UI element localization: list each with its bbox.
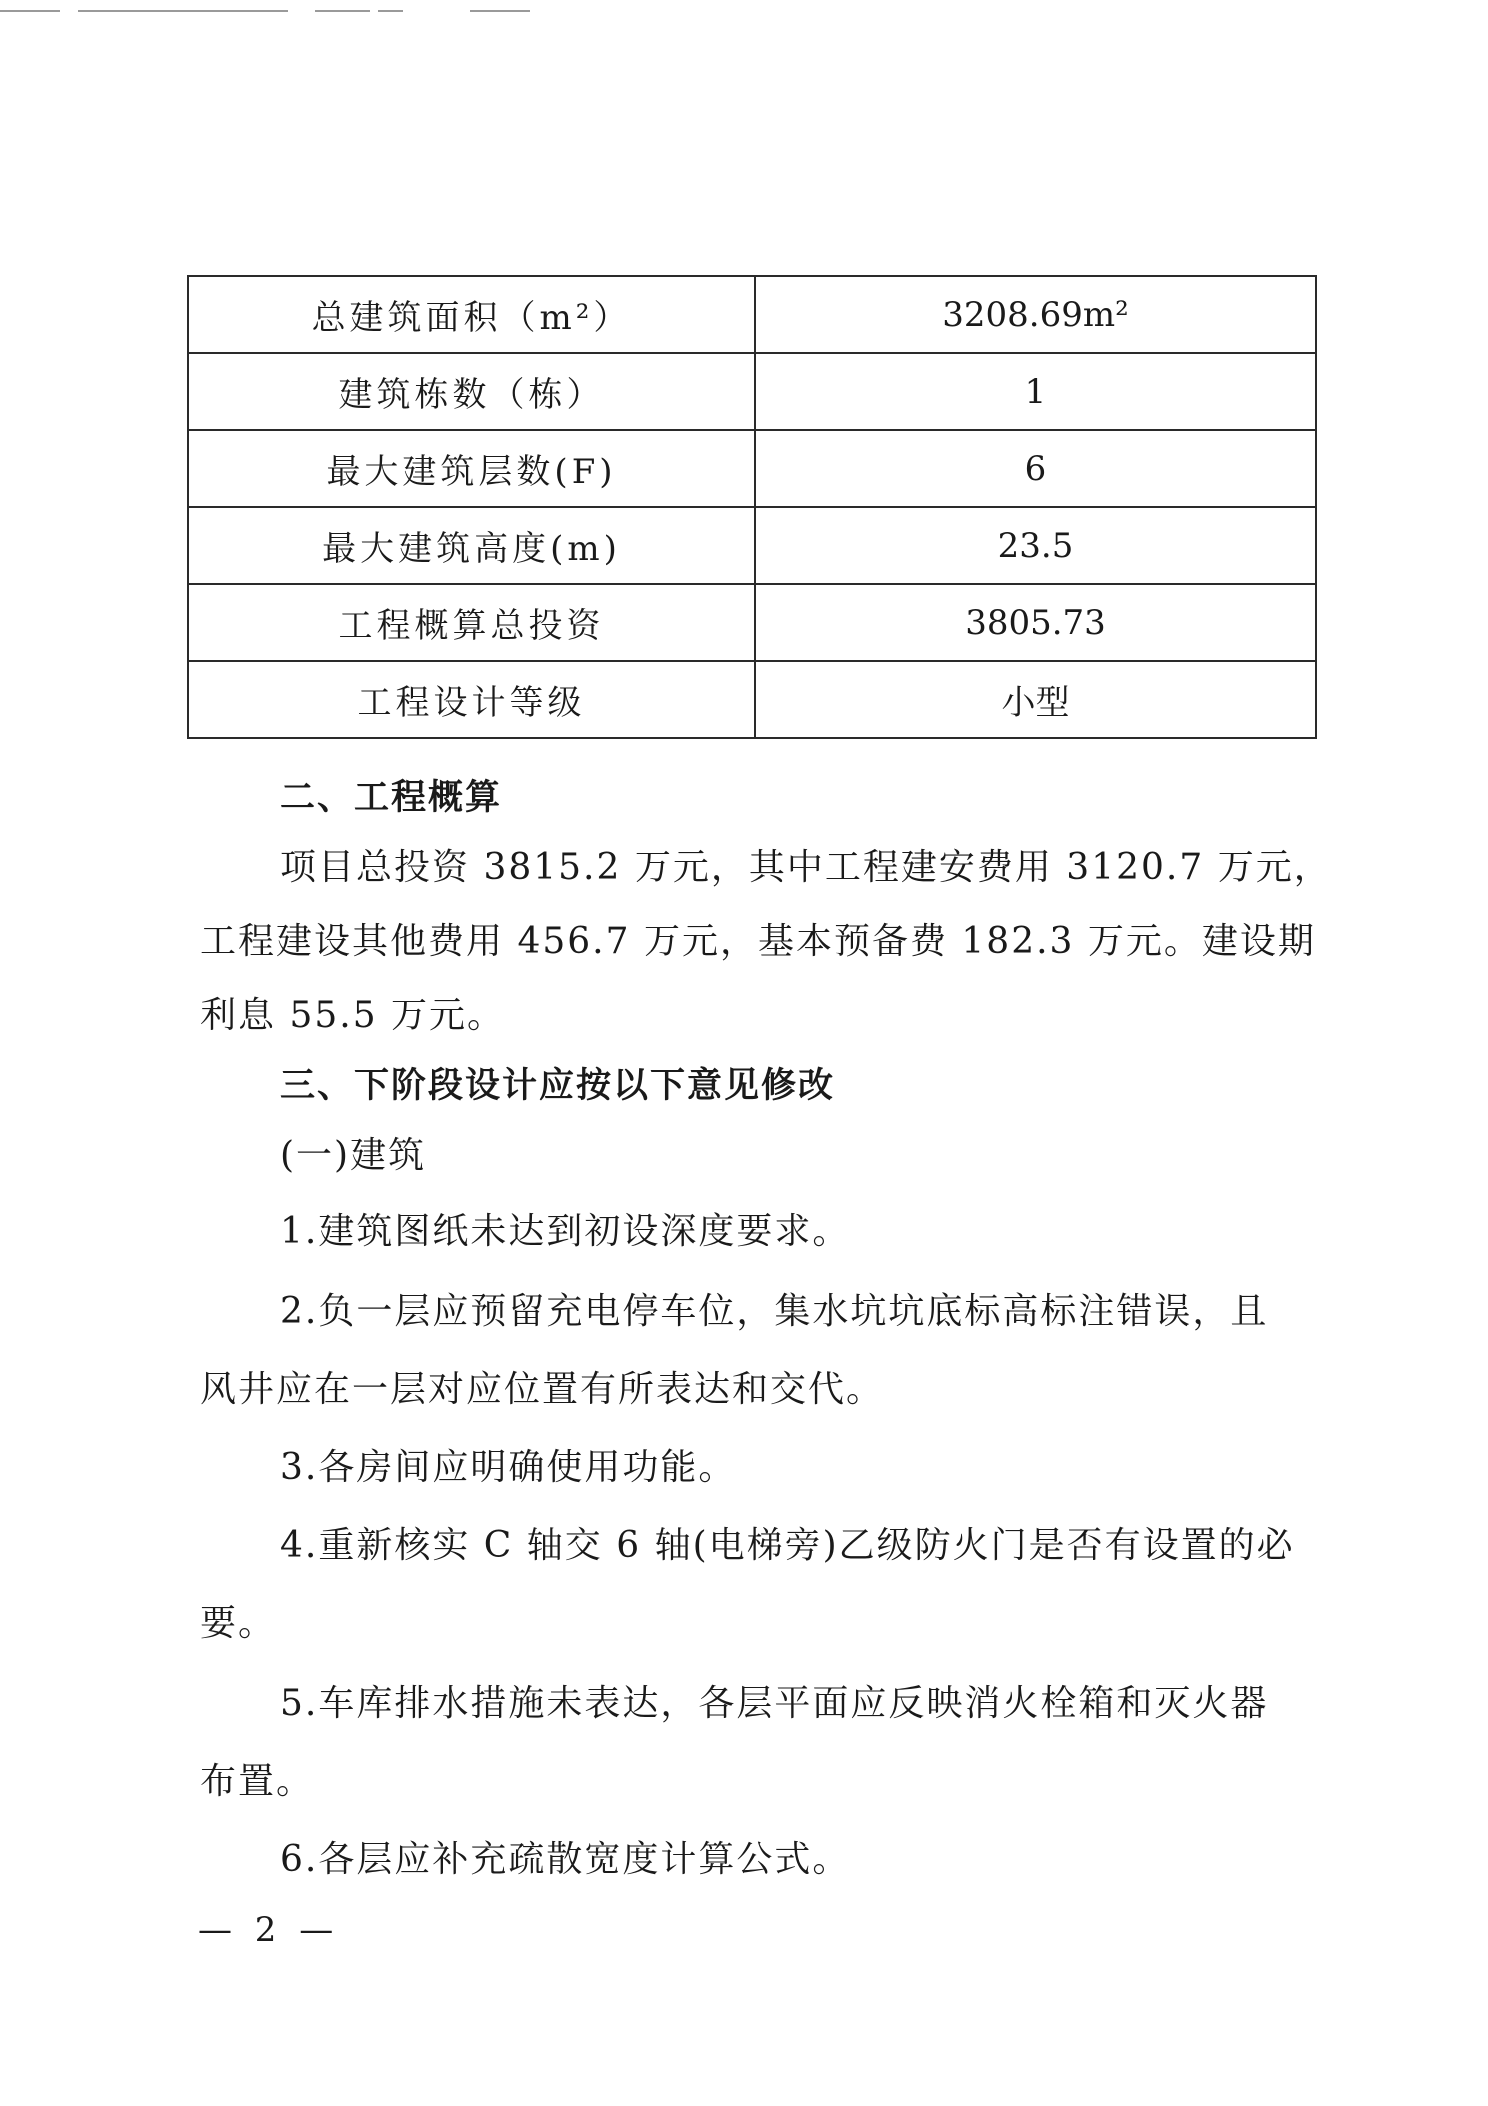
scan-header-marks (0, 10, 560, 14)
table-value-cell: 23.5 (755, 507, 1316, 584)
table-value-cell: 小型 (755, 661, 1316, 738)
subsection-heading: (一)建筑 (280, 1135, 427, 1176)
table-label-cell: 最大建筑层数(F) (188, 430, 755, 507)
list-item: 2.负一层应预留充电停车位，集水坑坑底标高标注错误，且 (280, 1291, 1269, 1332)
table-row (188, 584, 1316, 661)
table-row (188, 507, 1316, 584)
table-row (188, 353, 1316, 430)
table-label-cell: 最大建筑高度(m) (188, 507, 755, 584)
list-item-continuation: 要。 (200, 1603, 277, 1644)
project-summary-table (187, 275, 1317, 739)
section-heading-budget: 二、工程概算 (280, 778, 503, 818)
paragraph-line: 工程建设其他费用 456.7 万元，基本预备费 182.3 万元。建设期 (200, 921, 1316, 962)
table-label-cell: 工程概算总投资 (188, 584, 755, 661)
table-label-cell: 工程设计等级 (188, 661, 755, 738)
table-row (188, 661, 1316, 738)
table-value-cell: 3805.73 (755, 584, 1316, 661)
list-item: 1.建筑图纸未达到初设深度要求。 (280, 1211, 851, 1252)
table-label-cell: 总建筑面积（m²） (188, 276, 755, 353)
section-heading-revisions: 三、下阶段设计应按以下意见修改 (280, 1066, 836, 1106)
table-value-cell: 1 (755, 353, 1316, 430)
list-item: 5.车库排水措施未表达，各层平面应反映消火栓箱和灭火器 (280, 1683, 1269, 1724)
paragraph-line: 项目总投资 3815.2 万元，其中工程建安费用 3120.7 万元， (280, 847, 1332, 888)
list-item: 3.各房间应明确使用功能。 (280, 1447, 737, 1488)
table-label-cell: 建筑栋数（栋） (188, 353, 755, 430)
list-item-continuation: 风井应在一层对应位置有所表达和交代。 (200, 1369, 885, 1410)
table-row (188, 430, 1316, 507)
page-number: — 2 — (198, 1910, 340, 1950)
table-row (188, 276, 1316, 353)
list-item: 4.重新核实 C 轴交 6 轴(电梯旁)乙级防火门是否有设置的必 (280, 1525, 1295, 1566)
list-item-continuation: 布置。 (200, 1761, 315, 1802)
list-item: 6.各层应补充疏散宽度计算公式。 (280, 1839, 851, 1880)
table-value-cell: 3208.69m² (755, 276, 1316, 353)
paragraph-line: 利息 55.5 万元。 (200, 995, 506, 1036)
table-value-cell: 6 (755, 430, 1316, 507)
